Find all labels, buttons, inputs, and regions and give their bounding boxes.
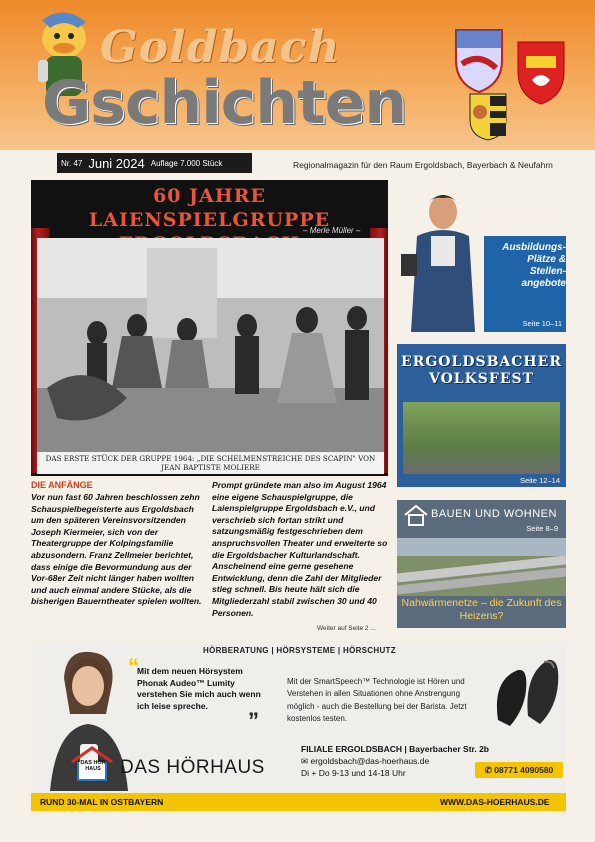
ad-services: HÖRBERATUNG | HÖRSYSTEME | HÖRSCHUTZ <box>203 646 396 655</box>
ad-phone-number: 08771 4090580 <box>494 765 554 775</box>
issue-number: Nr. 47 <box>61 158 83 168</box>
teaser-volksfest-title: ERGOLDSBACHER VOLKSFEST <box>401 354 562 387</box>
teaser-ausbildung-title: Ausbildungs-Plätze & Stellen-angebote <box>502 242 566 289</box>
photo-caption: DAS ERSTE STÜCK DER GRUPPE 1964: „DIE SCHELMENSTREICHE DES SCAPIN" VON JEAN BAPTISTE MOLIERE <box>37 452 384 474</box>
teaser-ausbildung[interactable] <box>484 236 566 332</box>
ad-footer-left: RUND 30-MAL IN OSTBAYERN <box>40 797 164 807</box>
volksfest-photo <box>403 402 560 474</box>
article-column-1: Vor nun fast 60 Jahren beschlossen zehn Schauspielbegeisterte aus Ergoldsbach um den späteren Vereinsvorsitzenden Joseph Kiermeier, sich von der Theatergruppe der Kolpingsfamilie abzusondern. Franz Zellmeier berichtet, dass einige die Bevormundung aus der Vor-68er Zeit nicht länger haben wollten und auch einmal andere Stücke, als die bisherigen Bauerntheater spielen wollten. <box>31 492 202 607</box>
stage-photo[interactable] <box>37 238 384 454</box>
teaser-ausbildung-page: Seite 10–11 <box>522 319 562 328</box>
ad-email[interactable]: ergoldsbach@das-hoerhaus.de <box>310 756 430 766</box>
apprentice-photo <box>397 186 485 332</box>
hoerhaus-logo-text: DAS HÖR HAUS <box>80 760 106 772</box>
ad-branch-info <box>301 743 489 779</box>
title-goldbach: Goldbach <box>100 22 341 73</box>
circulation: Auflage 7.000 Stück <box>150 158 223 168</box>
issue-date: Juni 2024 <box>88 155 145 171</box>
phone-icon: ✆ <box>484 764 495 775</box>
regional-tagline: Regionalmagazin für den Raum Ergoldsbach, Bayerbach & Neufahrn <box>293 160 553 170</box>
ad-branch: FILIALE ERGOLDSBACH | Bayerbacher Str. 2b <box>301 744 490 754</box>
mail-icon: ✉ <box>301 756 311 766</box>
quote-open-icon: “ <box>128 654 139 679</box>
teaser-bauen-title: BAUEN UND WOHNEN <box>431 508 557 520</box>
article-heading: DIE ANFÄNGE <box>31 480 93 490</box>
ad-quote: Mit dem neuen Hörsystem Phonak Audeo™ Lumity verstehen Sie mich auch wenn ich leise spreche. <box>137 666 261 711</box>
feature-title[interactable]: 60 JAHRE LAIENSPIELGRUPPE <box>88 185 331 231</box>
ad-hours: Di + Do 9-13 und 14-18 Uhr <box>301 768 406 778</box>
teaser-bauen-page: Seite 8–9 <box>526 524 558 533</box>
ad-body: Mit der SmartSpeech™ Technologie ist Hören und Verstehen in allen Situationen ohne Anstrengung möglich - auch die Bestellung bei der Barista. Jetzt kostenlos testen. <box>287 677 467 724</box>
municipal-crests-icon <box>446 12 576 142</box>
article-column-2: Prompt gründete man also im August 1964 eine eigene Schauspielgruppe, die Laienspielgruppe Ergoldsbach e.V., und verschrieb sich fortan strikt und satzungsmäßig festgeschrieben dem anspruchsvollen Theater und erweiterte so die Ergoldsbacher Kulturlandschaft. Anscheinend eine gerne gesehene Entwicklung, denn die Zahl der Mitglieder stieg schnell. Bis heute hält sich die Mitgliederzahl stabil zwischen 30 und 40 Personen. <box>212 480 388 618</box>
continued-link[interactable]: Weiter auf Seite 2 ... <box>317 625 376 632</box>
teaser-bauen[interactable] <box>397 500 566 628</box>
ad-email-row[interactable] <box>301 755 489 767</box>
teaser-volksfest-page: Seite 12–14 <box>519 476 560 485</box>
issue-bar <box>57 153 252 173</box>
ad-footer-url[interactable]: WWW.DAS-HOERHAUS.DE <box>440 797 550 807</box>
title-gschichten: Gschichten <box>42 68 407 138</box>
teaser-bauen-subtitle: Nahwärmenetze – die Zukunft des Heizens? <box>401 597 562 622</box>
feature-author: – Merle Müller – <box>303 226 361 235</box>
ad-phone[interactable] <box>475 762 563 778</box>
pipes-photo <box>397 538 566 596</box>
ad-brand: DAS HÖRHAUS <box>120 757 265 778</box>
quote-close-icon: ” <box>248 708 259 733</box>
teaser-volksfest[interactable] <box>397 344 566 487</box>
hearing-aid-icon <box>488 650 566 736</box>
house-icon <box>403 504 429 526</box>
